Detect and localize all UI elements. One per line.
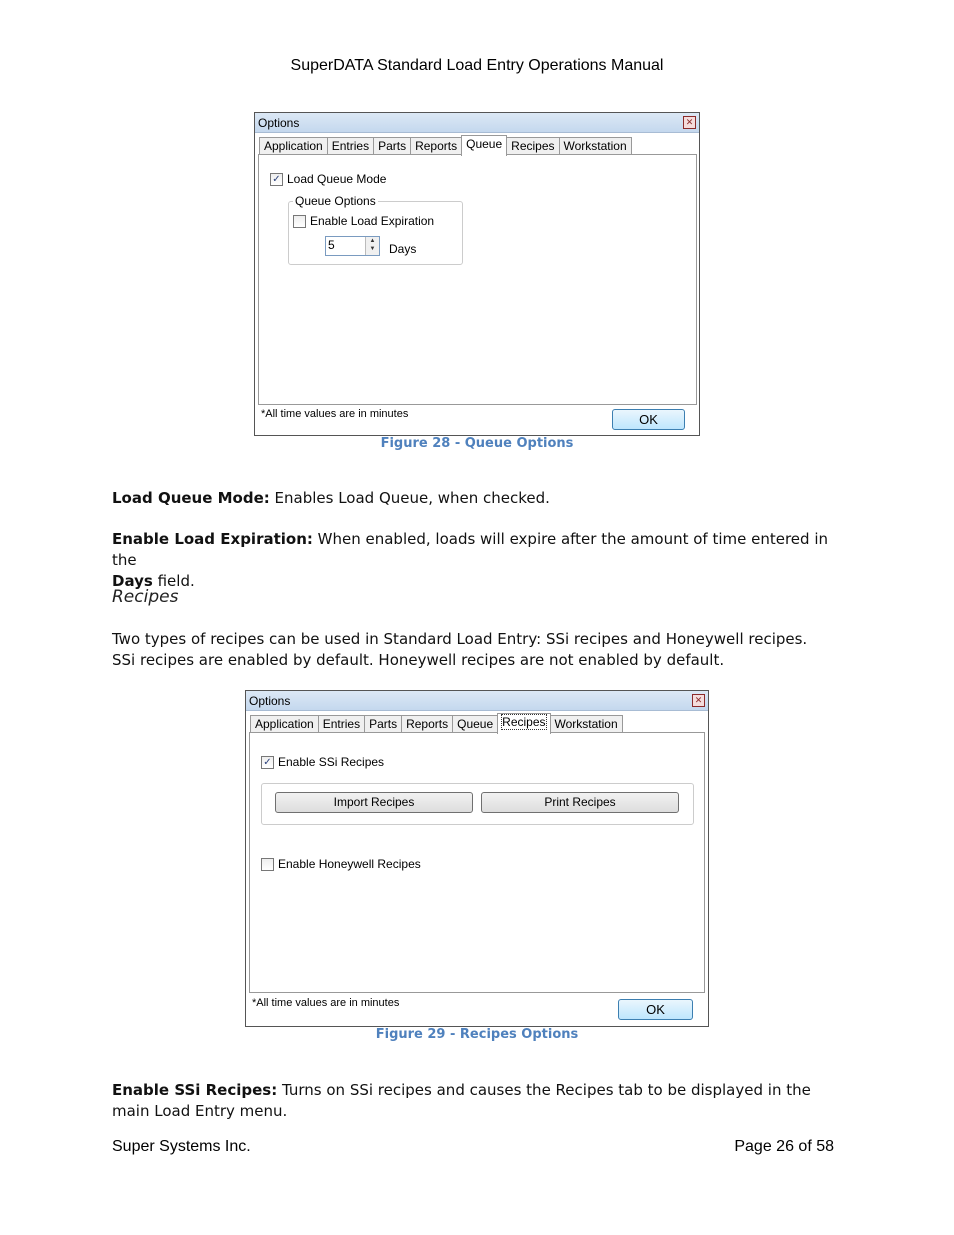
tab-queue[interactable]: Queue bbox=[452, 715, 498, 733]
term-enable-ssi-recipes: Enable SSi Recipes: bbox=[112, 1081, 278, 1099]
ok-button[interactable]: OK bbox=[618, 999, 693, 1020]
tab-entries[interactable]: Entries bbox=[318, 715, 365, 733]
queue-options-group-title: Queue Options bbox=[295, 194, 376, 208]
tab-application[interactable]: Application bbox=[259, 137, 328, 155]
term-enable-load-expiration: Enable Load Expiration: bbox=[112, 530, 313, 548]
paragraph-load-queue-mode bbox=[112, 488, 852, 509]
term-days: Days bbox=[112, 572, 153, 590]
tab-application[interactable]: Application bbox=[250, 715, 319, 733]
dialog-titlebar bbox=[255, 113, 699, 133]
tab-parts[interactable]: Parts bbox=[373, 137, 411, 155]
paragraph-text: Turns on SSi recipes and causes the Recipes tab to be displayed in the bbox=[277, 1081, 811, 1099]
tab-recipes[interactable]: Recipes bbox=[506, 137, 559, 155]
load-queue-mode-label: Load Queue Mode bbox=[287, 172, 387, 186]
enable-ssi-recipes-checkbox[interactable]: ✓ bbox=[261, 756, 274, 769]
tab-panel bbox=[249, 732, 705, 993]
options-dialog-queue bbox=[254, 112, 700, 436]
footer-page-number: Page 26 of 58 bbox=[734, 1138, 834, 1155]
time-values-footnote: *All time values are in minutes bbox=[252, 997, 400, 1009]
enable-honeywell-recipes-checkbox[interactable] bbox=[261, 858, 274, 871]
enable-load-expiration-checkbox[interactable] bbox=[293, 215, 306, 228]
paragraph-line: Two types of recipes can be used in Standard Load Entry: SSi recipes and Honeywell recipes. bbox=[112, 630, 808, 648]
paragraph-text: When enabled, loads will expire after the amount of time entered in the bbox=[112, 530, 828, 569]
paragraph-text: main Load Entry menu. bbox=[112, 1102, 288, 1120]
footer-company: Super Systems Inc. bbox=[112, 1138, 251, 1155]
close-icon[interactable]: ✕ bbox=[692, 694, 705, 707]
dialog-title: Options bbox=[258, 116, 300, 130]
spinner-arrows-icon[interactable]: ▲ ▼ bbox=[365, 237, 379, 255]
print-recipes-button[interactable]: Print Recipes bbox=[481, 792, 679, 813]
dialog-titlebar bbox=[246, 691, 708, 711]
enable-ssi-recipes-label: Enable SSi Recipes bbox=[278, 755, 385, 769]
tab-workstation[interactable]: Workstation bbox=[559, 137, 632, 155]
figure-caption: Figure 29 - Recipes Options bbox=[375, 1027, 579, 1042]
options-dialog-recipes bbox=[245, 690, 709, 1027]
tab-reports[interactable]: Reports bbox=[410, 137, 462, 155]
paragraph-text: field. bbox=[152, 572, 195, 590]
tab-reports[interactable]: Reports bbox=[401, 715, 453, 733]
tab-parts[interactable]: Parts bbox=[364, 715, 402, 733]
import-recipes-button[interactable]: Import Recipes bbox=[275, 792, 473, 813]
enable-honeywell-recipes-label: Enable Honeywell Recipes bbox=[278, 857, 421, 871]
paragraph-enable-ssi-recipes bbox=[112, 1080, 852, 1122]
load-queue-mode-checkbox[interactable]: ✓ bbox=[270, 173, 283, 186]
paragraph-text: Enables Load Queue, when checked. bbox=[269, 489, 550, 507]
term-load-queue-mode: Load Queue Mode: bbox=[112, 489, 270, 507]
paragraph-enable-load-expiration bbox=[112, 529, 852, 592]
section-heading-recipes: Recipes bbox=[112, 587, 179, 607]
tab-queue[interactable]: Queue bbox=[461, 135, 507, 156]
enable-load-expiration-label: Enable Load Expiration bbox=[310, 214, 435, 228]
tab-recipes[interactable]: Recipes bbox=[497, 713, 550, 734]
days-label: Days bbox=[389, 242, 417, 256]
tab-strip bbox=[259, 135, 631, 154]
time-values-footnote: *All time values are in minutes bbox=[261, 408, 409, 420]
tab-entries[interactable]: Entries bbox=[327, 137, 374, 155]
document-header: SuperDATA Standard Load Entry Operations Manual bbox=[290, 57, 664, 74]
figure-caption: Figure 28 - Queue Options bbox=[380, 436, 574, 451]
ok-button[interactable]: OK bbox=[612, 409, 685, 430]
days-value: 5 bbox=[328, 238, 335, 252]
tab-strip bbox=[250, 713, 622, 732]
paragraph-line: SSi recipes are enabled by default. Honeywell recipes are not enabled by default. bbox=[112, 651, 725, 669]
dialog-title: Options bbox=[249, 694, 291, 708]
tab-workstation[interactable]: Workstation bbox=[550, 715, 623, 733]
days-spinner[interactable] bbox=[325, 236, 380, 256]
close-icon[interactable]: ✕ bbox=[683, 116, 696, 129]
tab-panel bbox=[258, 154, 697, 405]
paragraph-recipes-intro bbox=[112, 629, 852, 671]
